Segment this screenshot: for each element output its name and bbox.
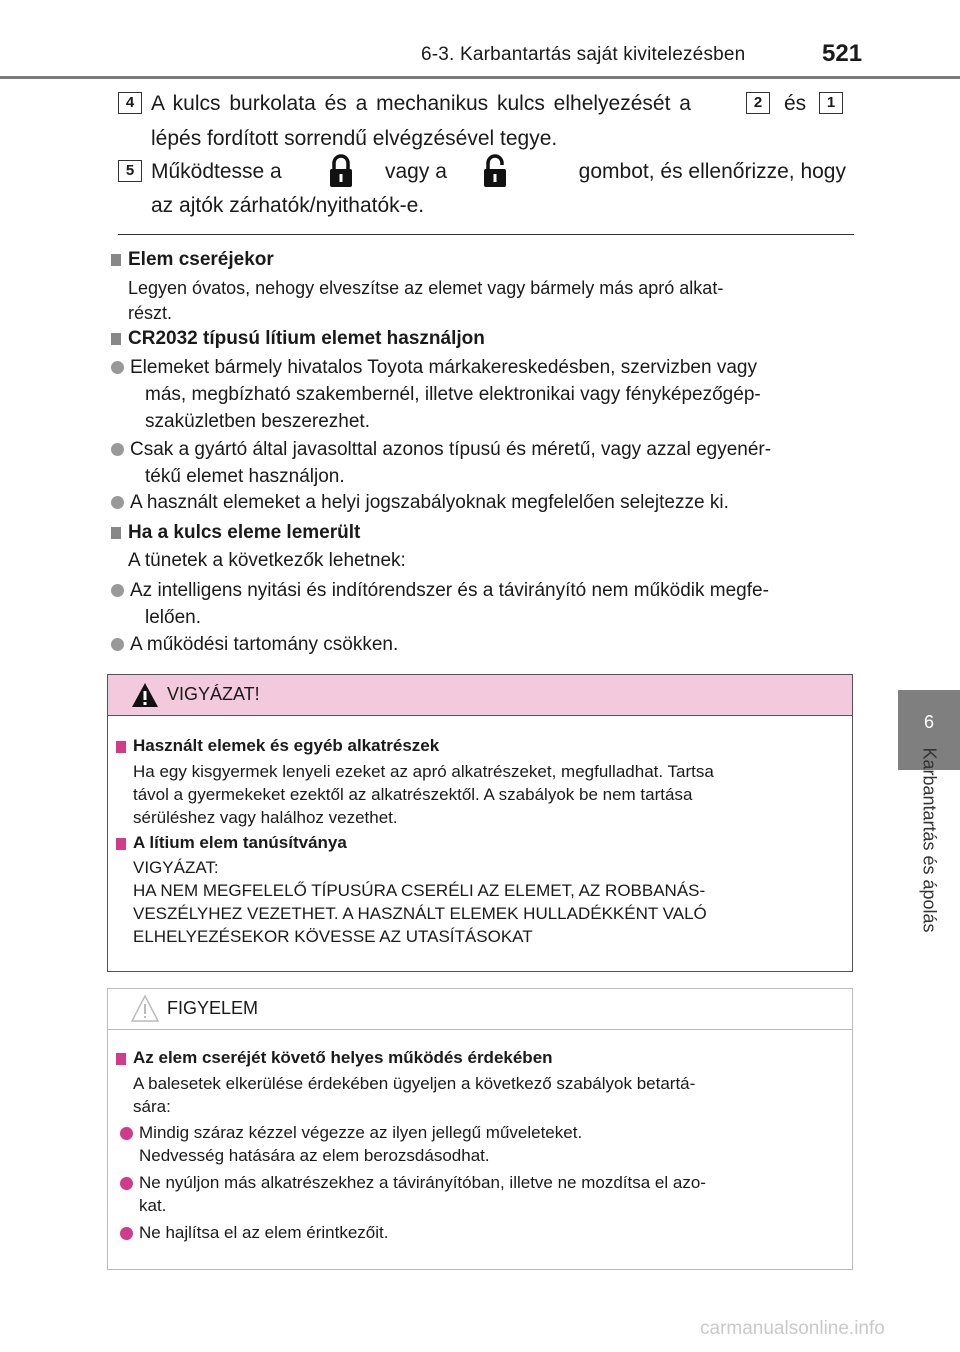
heading-battery-replacement: Elem cseréjekor (111, 249, 274, 271)
notice-bullet-1: Mindig száraz kézzel végezze az ilyen jellegű műveleteket. Nedvesség hatására az elem berozsdásodhat. (120, 1121, 839, 1167)
step5-text-part1: Működtesse a (151, 160, 282, 183)
round-bullet-icon (111, 361, 124, 374)
caution-sub1-text: Ha egy kisgyermek lenyeli ezeket az apró alkatrészeket, megfulladhat. Tartsa távol a gyermekeket ezektől az alkatrészektől. A szabályok be nem tartása sérüléshez vagy halálhoz vezethet. (133, 762, 714, 827)
round-bullet-icon (111, 584, 124, 597)
square-bullet-icon (116, 741, 126, 753)
watermark: carmanualsonline.info (700, 1318, 885, 1339)
bullet-dead-1: Az intelligens nyitási és indítórendszer és a távirányító nem működik megfe- lelően. (111, 577, 854, 631)
square-bullet-icon (116, 1053, 126, 1065)
step-number-5: 5 (118, 160, 142, 182)
warning-icon (130, 681, 160, 709)
step4-text-line2: lépés fordított sorrendű elvégzésével tegye. (151, 127, 558, 150)
bullet-dead-2: A működési tartomány csökken. (111, 631, 854, 658)
chapter-label: Karbantartás és ápolás (919, 747, 940, 933)
caution-box (107, 674, 853, 972)
caution-sub1-title: Használt elemek és egyéb alkatrészek (116, 736, 439, 756)
notice-sub-title: Az elem cseréjét követő helyes működés érdekében (116, 1048, 553, 1068)
bullet-cr2032-2: Csak a gyártó által javasolttal azonos típusú és méretű, vagy azzal egyenér- tékű elemet használjon. (111, 436, 854, 490)
heading-dead-battery: Ha a kulcs eleme lemerült (111, 522, 360, 544)
notice-intro: A balesetek elkerülése érdekében ügyeljen a következő szabályok betartá- sára: (133, 1074, 696, 1116)
caution-sub2-text: VIGYÁZAT: HA NEM MEGFELELŐ TÍPUSÚRA CSERÉLI AZ ELEMET, AZ ROBBANÁS- VESZÉLYHEZ VEZETHET. A HASZNÁLT ELEMEK HULLADÉKKÉNT VALÓ ELHELYEZÉSEKOR KÖVESSE AZ UTASÍTÁSOKAT (133, 858, 707, 946)
header-divider (0, 76, 960, 79)
page-number: 521 (822, 40, 863, 67)
square-bullet-icon (111, 254, 121, 266)
caution-title: VIGYÁZAT! (167, 684, 260, 704)
square-bullet-icon (111, 333, 121, 345)
step-number-4: 4 (118, 92, 142, 114)
bullet-cr2032-3: A használt elemeket a helyi jogszabályoknak megfelelően selejtezze ki. (111, 489, 854, 516)
notice-icon (130, 994, 160, 1024)
round-bullet-icon (111, 638, 124, 651)
step5-text-line2: az ajtók zárhatók/nyithatók-e. (151, 194, 425, 217)
step4-text-line1: A kulcs burkolata és a mechanikus kulcs elhelyezését a (151, 92, 691, 115)
round-bullet-icon (111, 443, 124, 456)
square-bullet-icon (111, 527, 121, 539)
paragraph-battery-replacement: Legyen óvatos, nehogy elveszítse az elemet vagy bármely más apró alkat- részt. (128, 278, 724, 323)
step-ref-1: 1 (819, 92, 843, 114)
round-bullet-icon (111, 496, 124, 509)
notice-bullet-2: Ne nyúljon más alkatrészekhez a távirányítóban, illetve ne mozdítsa el azo- kat. (120, 1171, 839, 1217)
heading-cr2032: CR2032 típusú lítium elemet használjon (111, 328, 485, 350)
notice-bullet-3: Ne hajlítsa el az elem érintkezőit. (120, 1221, 839, 1244)
round-bullet-icon (120, 1227, 133, 1240)
notice-header (108, 989, 852, 1030)
chapter-number: 6 (923, 712, 934, 732)
section-header: 6-3. Karbantartás saját kivitelezésben (421, 44, 746, 65)
step-ref-2: 2 (746, 92, 770, 114)
step5-text-part2: vagy a (385, 160, 447, 183)
notice-title: FIGYELEM (167, 998, 259, 1018)
step4-and: és (784, 92, 807, 115)
round-bullet-icon (120, 1127, 133, 1140)
caution-sub2-title: A lítium elem tanúsítványa (116, 833, 347, 853)
section-divider (118, 234, 854, 235)
caution-header (108, 675, 852, 716)
round-bullet-icon (120, 1177, 133, 1190)
lock-icon (323, 152, 359, 192)
square-bullet-icon (116, 838, 126, 850)
bullet-cr2032-1: Elemeket bármely hivatalos Toyota márkakereskedésben, szervizben vagy más, megbízható szakembernél, illetve elektronikai vagy fényképezőgép- szaküzletben beszerezhet. (111, 354, 854, 435)
dead-battery-intro: A tünetek a következők lehetnek: (128, 550, 406, 571)
unlock-icon (477, 152, 513, 192)
step5-text-part3: gombot, és ellenőrizze, hogy (578, 160, 846, 183)
notice-box (107, 988, 853, 1270)
